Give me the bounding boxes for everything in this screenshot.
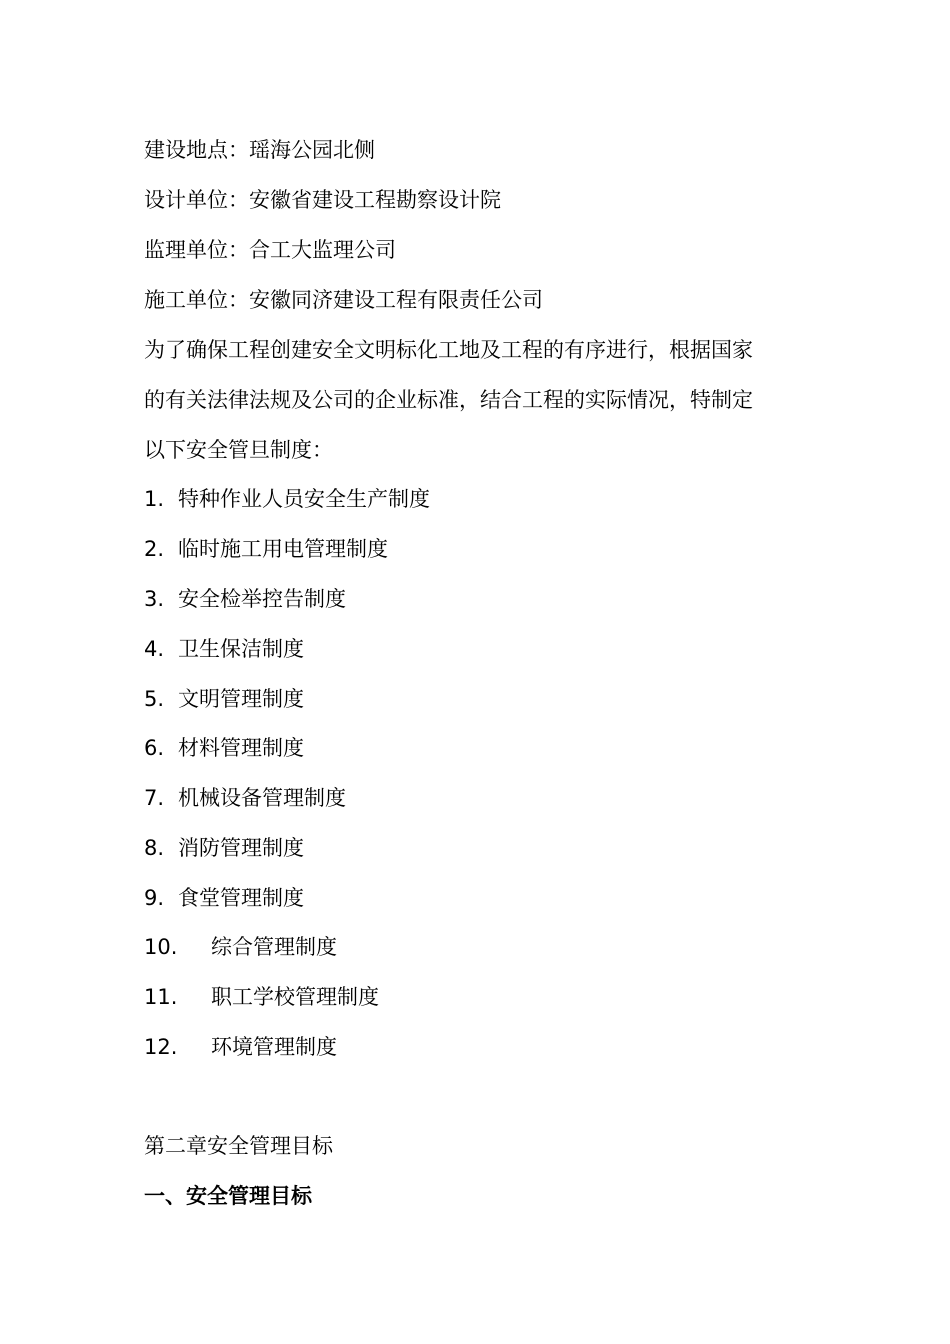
rule-text: 文明管理制度 <box>178 687 304 711</box>
rule-text: 消防管理制度 <box>178 836 304 860</box>
rule-number: 6. <box>144 736 165 760</box>
rule-text: 机械设备管理制度 <box>178 786 346 810</box>
rule-number: 7. <box>144 786 165 810</box>
construction-unit-value: 安徽同济建设工程有限责任公司 <box>249 288 543 312</box>
location-value: 瑶海公园北侧 <box>249 138 375 162</box>
design-unit-label: 设计单位： <box>144 188 249 212</box>
rule-number: 4. <box>144 637 165 661</box>
rule-text: 安全检举控告制度 <box>178 587 346 611</box>
rule-number: 3. <box>144 587 165 611</box>
rule-number: 1. <box>144 487 165 511</box>
rule-item <box>144 636 304 662</box>
rule-item <box>144 1034 337 1060</box>
design-unit-value: 安徽省建设工程勘察设计院 <box>249 188 501 212</box>
rule-number: 2. <box>144 537 165 561</box>
location-label: 建设地点： <box>144 138 249 162</box>
rule-text: 临时施工用电管理制度 <box>178 537 388 561</box>
rule-text: 材料管理制度 <box>178 736 304 760</box>
rule-item <box>144 835 304 861</box>
rule-item <box>144 486 430 512</box>
project-info-location <box>144 137 375 163</box>
rule-item <box>144 785 346 811</box>
project-info-design-unit <box>144 187 501 213</box>
rule-item <box>144 536 388 562</box>
rule-text: 特种作业人员安全生产制度 <box>178 487 430 511</box>
chapter-title: 第二章安全管理目标 <box>144 1134 333 1158</box>
intro-line: 的有关法律法规及公司的企业标准，结合工程的实际情况，特制定 <box>144 388 753 412</box>
rule-text: 环境管理制度 <box>211 1035 337 1059</box>
supervision-unit-label: 监理单位： <box>144 238 249 262</box>
rule-number: 8. <box>144 836 165 860</box>
rule-item <box>144 686 304 712</box>
rule-item <box>144 934 337 960</box>
rule-item <box>144 586 346 612</box>
rule-number: 5. <box>144 687 165 711</box>
project-info-supervision-unit <box>144 237 396 263</box>
rule-text: 卫生保洁制度 <box>178 637 304 661</box>
rule-item <box>144 885 304 911</box>
rule-text: 食堂管理制度 <box>178 886 304 910</box>
supervision-unit-value: 合工大监理公司 <box>249 238 396 262</box>
rule-number: 9. <box>144 886 165 910</box>
rule-text: 职工学校管理制度 <box>211 985 379 1009</box>
intro-line: 以下安全管旦制度： <box>144 438 333 462</box>
rule-item <box>144 984 379 1010</box>
rule-text: 综合管理制度 <box>211 935 337 959</box>
rule-number: 11. <box>144 985 178 1009</box>
intro-line: 为了确保工程创建安全文明标化工地及工程的有序进行，根据国家 <box>144 338 753 362</box>
construction-unit-label: 施工单位： <box>144 288 249 312</box>
project-info-construction-unit <box>144 287 543 313</box>
rule-number: 10. <box>144 935 178 959</box>
rule-number: 12. <box>144 1035 178 1059</box>
rule-item <box>144 735 304 761</box>
section-title: 一、安全管理目标 <box>144 1184 312 1208</box>
